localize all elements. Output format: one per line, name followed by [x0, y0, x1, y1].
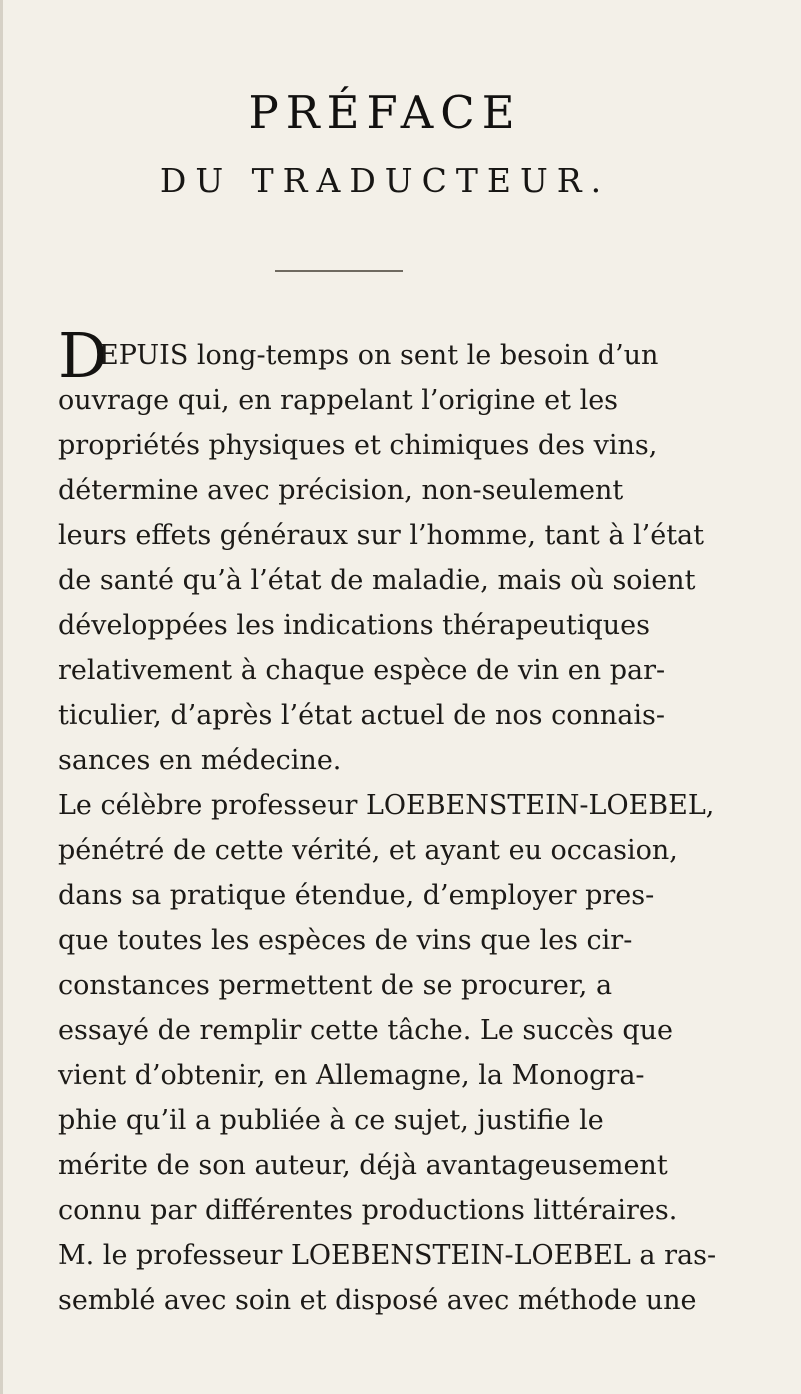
text-line-21: M. le professeur LOEBENSTEIN-LOEBEL a ras- [58, 1240, 717, 1271]
text-line-8: relativement à chaque espèce de vin en par- [58, 655, 666, 686]
drop-cap: D [58, 319, 108, 392]
text-line-12: pénétré de cette vérité, et ayant eu occasion, [58, 835, 678, 866]
text-line-22: semblé avec soin et disposé avec méthode une [58, 1285, 697, 1316]
text-line-3: propriétés physiques et chimiques des vins, [58, 430, 658, 461]
text-line-16: essayé de remplir cette tâche. Le succès que [58, 1015, 673, 1046]
text-line-1 [58, 319, 762, 392]
page-edge-shadow [0, 0, 3, 1394]
text-line-13: dans sa pratique étendue, d’employer pres- [58, 880, 655, 911]
text-line-19: mérite de son auteur, déjà avantageusement [58, 1150, 668, 1181]
text-line-7: développées les indications thérapeutiques [58, 610, 650, 641]
page-title: PRÉFACE [248, 86, 522, 139]
title-divider [275, 270, 403, 272]
text-line-9: ticulier, d’après l’état actuel de nos connais- [58, 700, 665, 731]
preface-text [58, 319, 762, 1323]
text-line-5: leurs effets généraux sur l’homme, tant à l’état [58, 520, 704, 551]
text-line-15: constances permettent de se procurer, a [58, 970, 613, 1001]
text-line-6: de santé qu’à l’état de maladie, mais où soient [58, 565, 696, 596]
text-line-4: détermine avec précision, non-seulement [58, 475, 624, 506]
text-line-11: Le célèbre professeur LOEBENSTEIN-LOEBEL, [58, 790, 715, 821]
page-subtitle: DU TRADUCTEUR. [159, 161, 611, 200]
text-line-10: sances en médecine. [58, 745, 342, 776]
text-line-2: ouvrage qui, en rappelant l’origine et les [58, 385, 619, 416]
text-line-14: que toutes les espèces de vins que les cir- [58, 925, 633, 956]
text-line-18: phie qu’il a publiée à ce sujet, justifie le [58, 1105, 604, 1136]
text-line-20: connu par différentes productions littéraires. [58, 1195, 678, 1226]
text-line-17: vient d’obtenir, en Allemagne, la Monogra- [58, 1060, 645, 1091]
first-line-text: EPUIS long-temps on sent le besoin d’un [99, 340, 659, 371]
